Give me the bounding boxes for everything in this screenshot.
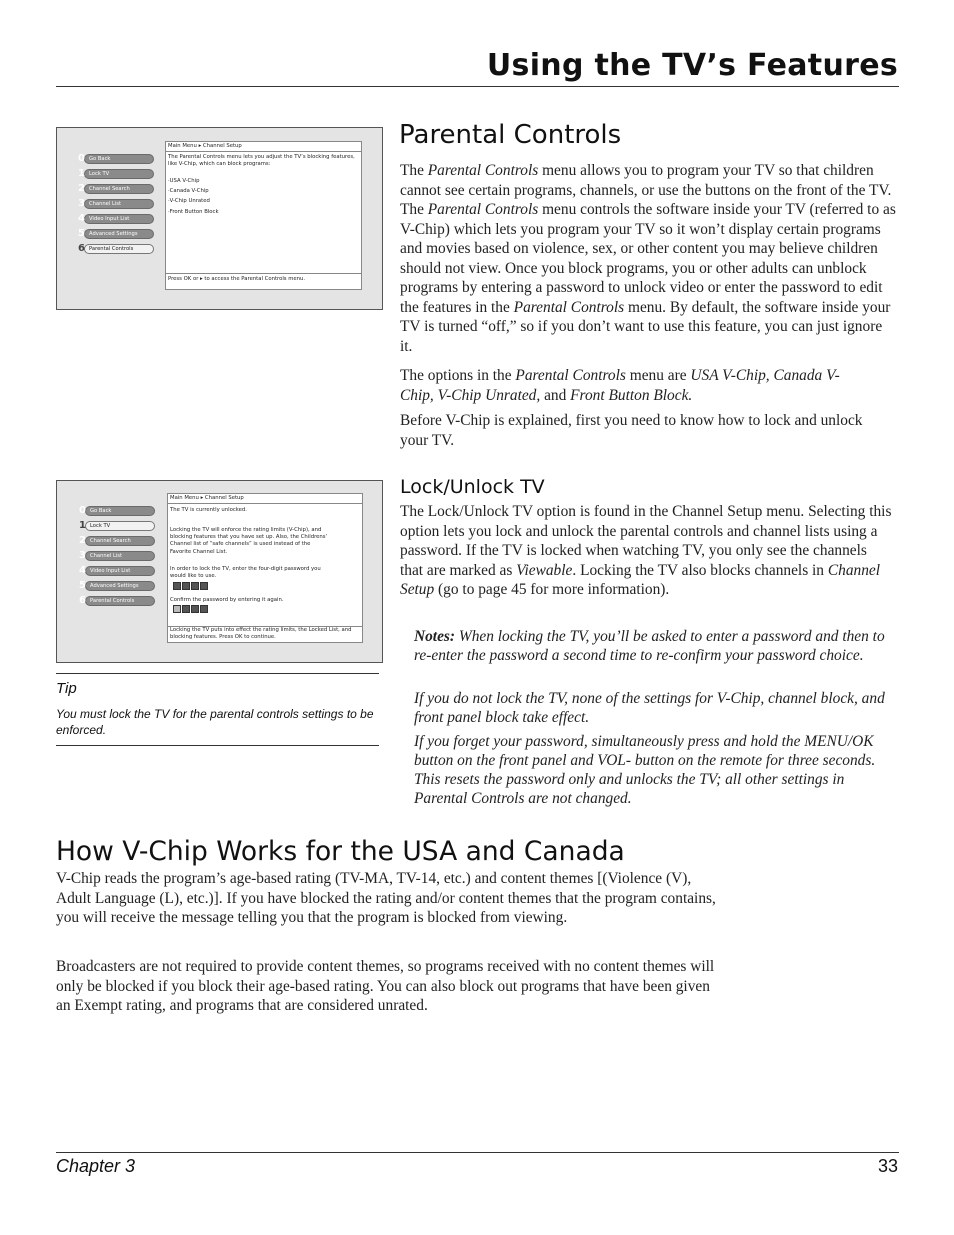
menu-label: Go Back xyxy=(84,154,154,164)
note-2: If you do not lock the TV, none of the settings for V-Chip, channel block, and front panel block take effect. xyxy=(414,690,885,726)
breadcrumb-main: Main Menu xyxy=(170,495,199,501)
menu-item-lock-tv xyxy=(76,168,154,180)
menu-item-channel-search xyxy=(77,535,155,547)
menu-number: 0 xyxy=(78,153,85,164)
header-rule xyxy=(56,86,899,87)
breadcrumb-arrow-icon: ▸ xyxy=(198,143,202,149)
info-panel xyxy=(167,493,363,643)
emphasis: Parental Controls xyxy=(427,162,539,179)
panel-divider xyxy=(166,151,361,152)
tip-top-rule xyxy=(56,673,379,674)
confirm-instruction: Confirm the password by entering it again. xyxy=(170,597,284,603)
lock-paragraph xyxy=(400,502,892,600)
footer-page-number: 33 xyxy=(877,1156,898,1176)
menu-label: Video Input List xyxy=(85,566,155,576)
option-item: ·Canada V-Chip xyxy=(168,188,209,195)
emphasis: Front Button Block. xyxy=(570,386,693,404)
emphasis: Parental Controls xyxy=(427,201,539,218)
setup-menu xyxy=(76,153,154,258)
text-run: The Lock/Unlock TV option is found in the Channel Setup menu. Selecting this option lets you lock and unlock the parental controls and channel lists using a password. If the TV is locked when watching TV, you only see the channels that are marked as xyxy=(400,503,892,579)
password-entry xyxy=(173,582,209,591)
menu-label: Advanced Settings xyxy=(85,581,155,591)
panel-options xyxy=(168,178,219,216)
lock-explanation: Locking the TV will enforce the rating limits (V-Chip), and blocking features that you have set up. Also, the Childrens’ Channel list of “safe channels” is used instead of the Favorite Channel List. xyxy=(170,527,328,555)
tip-text: You must lock the TV for the parental controls settings to be enforced. xyxy=(56,707,374,737)
option-item: ·V-Chip Unrated xyxy=(168,198,210,205)
lock-instruction: In order to lock the TV, enter the four-digit password you would like to use. xyxy=(170,566,321,580)
menu-number: 3 xyxy=(79,550,86,561)
vchip-heading: How V-Chip Works for the USA and Canada xyxy=(56,836,625,867)
menu-number: 4 xyxy=(79,565,86,576)
breadcrumb-arrow-icon: ▸ xyxy=(200,495,204,501)
breadcrumb-main: Main Menu xyxy=(168,143,197,149)
menu-number: 5 xyxy=(79,580,86,591)
password-confirm-entry xyxy=(173,605,209,614)
password-digit xyxy=(173,582,181,590)
emphasis: USA V-Chip, Canada V-Chip, V-Chip Unrated, xyxy=(400,367,840,404)
menu-item-video-input-list xyxy=(76,213,154,225)
emphasis: Parental Controls xyxy=(515,367,626,384)
menu-item-lock-tv xyxy=(77,520,155,532)
menu-label: Video Input List xyxy=(84,214,154,224)
text-run: menu. By default, the software inside your TV is turned “off,” so if you don’t want to use this feature, you can just ignore it. xyxy=(400,298,891,355)
panel-footer: Locking the TV puts into effect the rating limits, the Locked List, and blocking features. Press OK to continue. xyxy=(170,627,352,641)
breadcrumb-channel-setup: Channel Setup xyxy=(204,495,244,501)
setup-menu xyxy=(77,505,155,610)
emphasis: Viewable xyxy=(516,561,573,579)
menu-label: Parental Controls xyxy=(85,596,155,606)
note-3: If you forget your password, simultaneously press and hold the MENU/OK button on the front panel and VOL- button on the remote for three seconds. This resets the password only and unlocks the TV; all other settings in Parental Controls are not changed. xyxy=(414,733,876,807)
password-digit xyxy=(182,605,190,613)
page-header-title: Using the TV’s Features xyxy=(486,48,898,83)
option-item: ·Front Button Block xyxy=(168,208,219,215)
notes-label: Notes: xyxy=(414,628,456,645)
parental-paragraph-1 xyxy=(400,161,898,356)
parental-paragraph-2 xyxy=(400,366,870,405)
menu-number: 2 xyxy=(79,535,86,546)
menu-item-parental-controls xyxy=(76,243,154,255)
menu-number: 1 xyxy=(79,520,86,531)
menu-item-advanced-settings xyxy=(76,228,154,240)
footer-rule xyxy=(56,1152,899,1153)
breadcrumb xyxy=(170,495,244,502)
menu-item-channel-list xyxy=(76,198,154,210)
menu-label: Go Back xyxy=(85,506,155,516)
tip-label: Tip xyxy=(56,680,77,697)
info-panel xyxy=(165,141,362,290)
text-run: When locking the TV, you’ll be asked to enter a password and then to re-enter the password a second time to re-confirm your password choice. xyxy=(414,628,885,664)
parental-controls-heading: Parental Controls xyxy=(399,120,622,150)
vchip-paragraph-2: Broadcasters are not required to provide content themes, so programs received with no content themes will only be blocked if you block their age-based rating. You can also block out programs that have been given an Exempt rating, and programs that are considered unrated. xyxy=(56,958,715,1014)
breadcrumb xyxy=(168,143,242,150)
note-1 xyxy=(414,627,888,665)
menu-number: 5 xyxy=(78,228,85,239)
lock-status: The TV is currently unlocked. xyxy=(170,507,247,513)
tv-screen-lock-menu xyxy=(56,480,383,663)
vchip-paragraph-1: V-Chip reads the program’s age-based rating (TV-MA, TV-14, etc.) and content themes [(Violence (V), Adult Language (L), etc.)]. If you have blocked the rating and/or content themes that the program contains, you will receive the message telling you that the program is blocked from viewing. xyxy=(56,870,716,926)
emphasis: Channel Setup xyxy=(400,561,881,598)
text-run: The xyxy=(400,162,428,179)
menu-item-go-back xyxy=(76,153,154,165)
lock-unlock-heading: Lock/Unlock TV xyxy=(400,476,545,498)
text-run: and xyxy=(540,386,571,404)
password-digit xyxy=(191,582,199,590)
panel-footer-divider xyxy=(166,273,361,274)
menu-item-video-input-list xyxy=(77,565,155,577)
breadcrumb-channel-setup: Channel Setup xyxy=(202,143,242,149)
panel-divider xyxy=(168,503,362,504)
menu-item-go-back xyxy=(77,505,155,517)
menu-label: Channel List xyxy=(85,551,155,561)
text-run: . Locking the TV also blocks channels in xyxy=(572,561,828,579)
text-run: (go to page 45 for more information). xyxy=(434,581,670,598)
menu-number: 4 xyxy=(78,213,85,224)
menu-number: 0 xyxy=(79,505,86,516)
menu-label: Lock TV xyxy=(84,169,154,179)
password-digit xyxy=(200,605,208,613)
menu-number: 2 xyxy=(78,183,85,194)
password-digit xyxy=(200,582,208,590)
tv-screen-parental-menu xyxy=(56,127,383,310)
password-digit xyxy=(182,582,190,590)
menu-label: Lock TV xyxy=(85,521,155,531)
menu-label: Advanced Settings xyxy=(84,229,154,239)
menu-label: Channel List xyxy=(84,199,154,209)
menu-number: 6 xyxy=(79,595,86,606)
menu-item-channel-search xyxy=(76,183,154,195)
menu-number: 3 xyxy=(78,198,85,209)
password-digit xyxy=(191,605,199,613)
option-item: ·USA V-Chip xyxy=(168,178,200,184)
menu-number: 6 xyxy=(78,243,85,254)
menu-label: Parental Controls xyxy=(84,244,154,254)
emphasis: Parental Controls xyxy=(513,298,625,316)
text-run: menu controls the software inside your TV (referred to as V-Chip) which lets you program your TV so it won’t display certain programs and movies based on violence, sex, or other content you may believe children should not view. Once you block programs, you or other adults can unblock programs by entering a password to unlock video or enter the password to edit the features in the xyxy=(400,201,896,316)
panel-intro: The Parental Controls menu lets you adjust the TV’s blocking features, like V-Chip, which can block programs: xyxy=(168,154,355,168)
footer-chapter: Chapter 3 xyxy=(56,1156,136,1176)
text-run: The options in the xyxy=(400,367,516,384)
menu-item-parental-controls xyxy=(77,595,155,607)
panel-footer: Press OK or ▸ to access the Parental Controls menu. xyxy=(168,276,306,282)
tip-bottom-rule xyxy=(56,745,379,746)
password-digit xyxy=(173,605,181,613)
menu-item-channel-list xyxy=(77,550,155,562)
menu-number: 1 xyxy=(78,168,85,179)
menu-label: Channel Search xyxy=(84,184,154,194)
menu-label: Channel Search xyxy=(85,536,155,546)
menu-item-advanced-settings xyxy=(77,580,155,592)
text-run: menu are xyxy=(625,367,691,384)
parental-paragraph-3: Before V-Chip is explained, first you need to know how to lock and unlock your TV. xyxy=(400,412,863,449)
text-run: menu allows you to program your TV so that children cannot see certain programs, channels, or use the buttons on the front of the TV. The xyxy=(400,162,892,218)
